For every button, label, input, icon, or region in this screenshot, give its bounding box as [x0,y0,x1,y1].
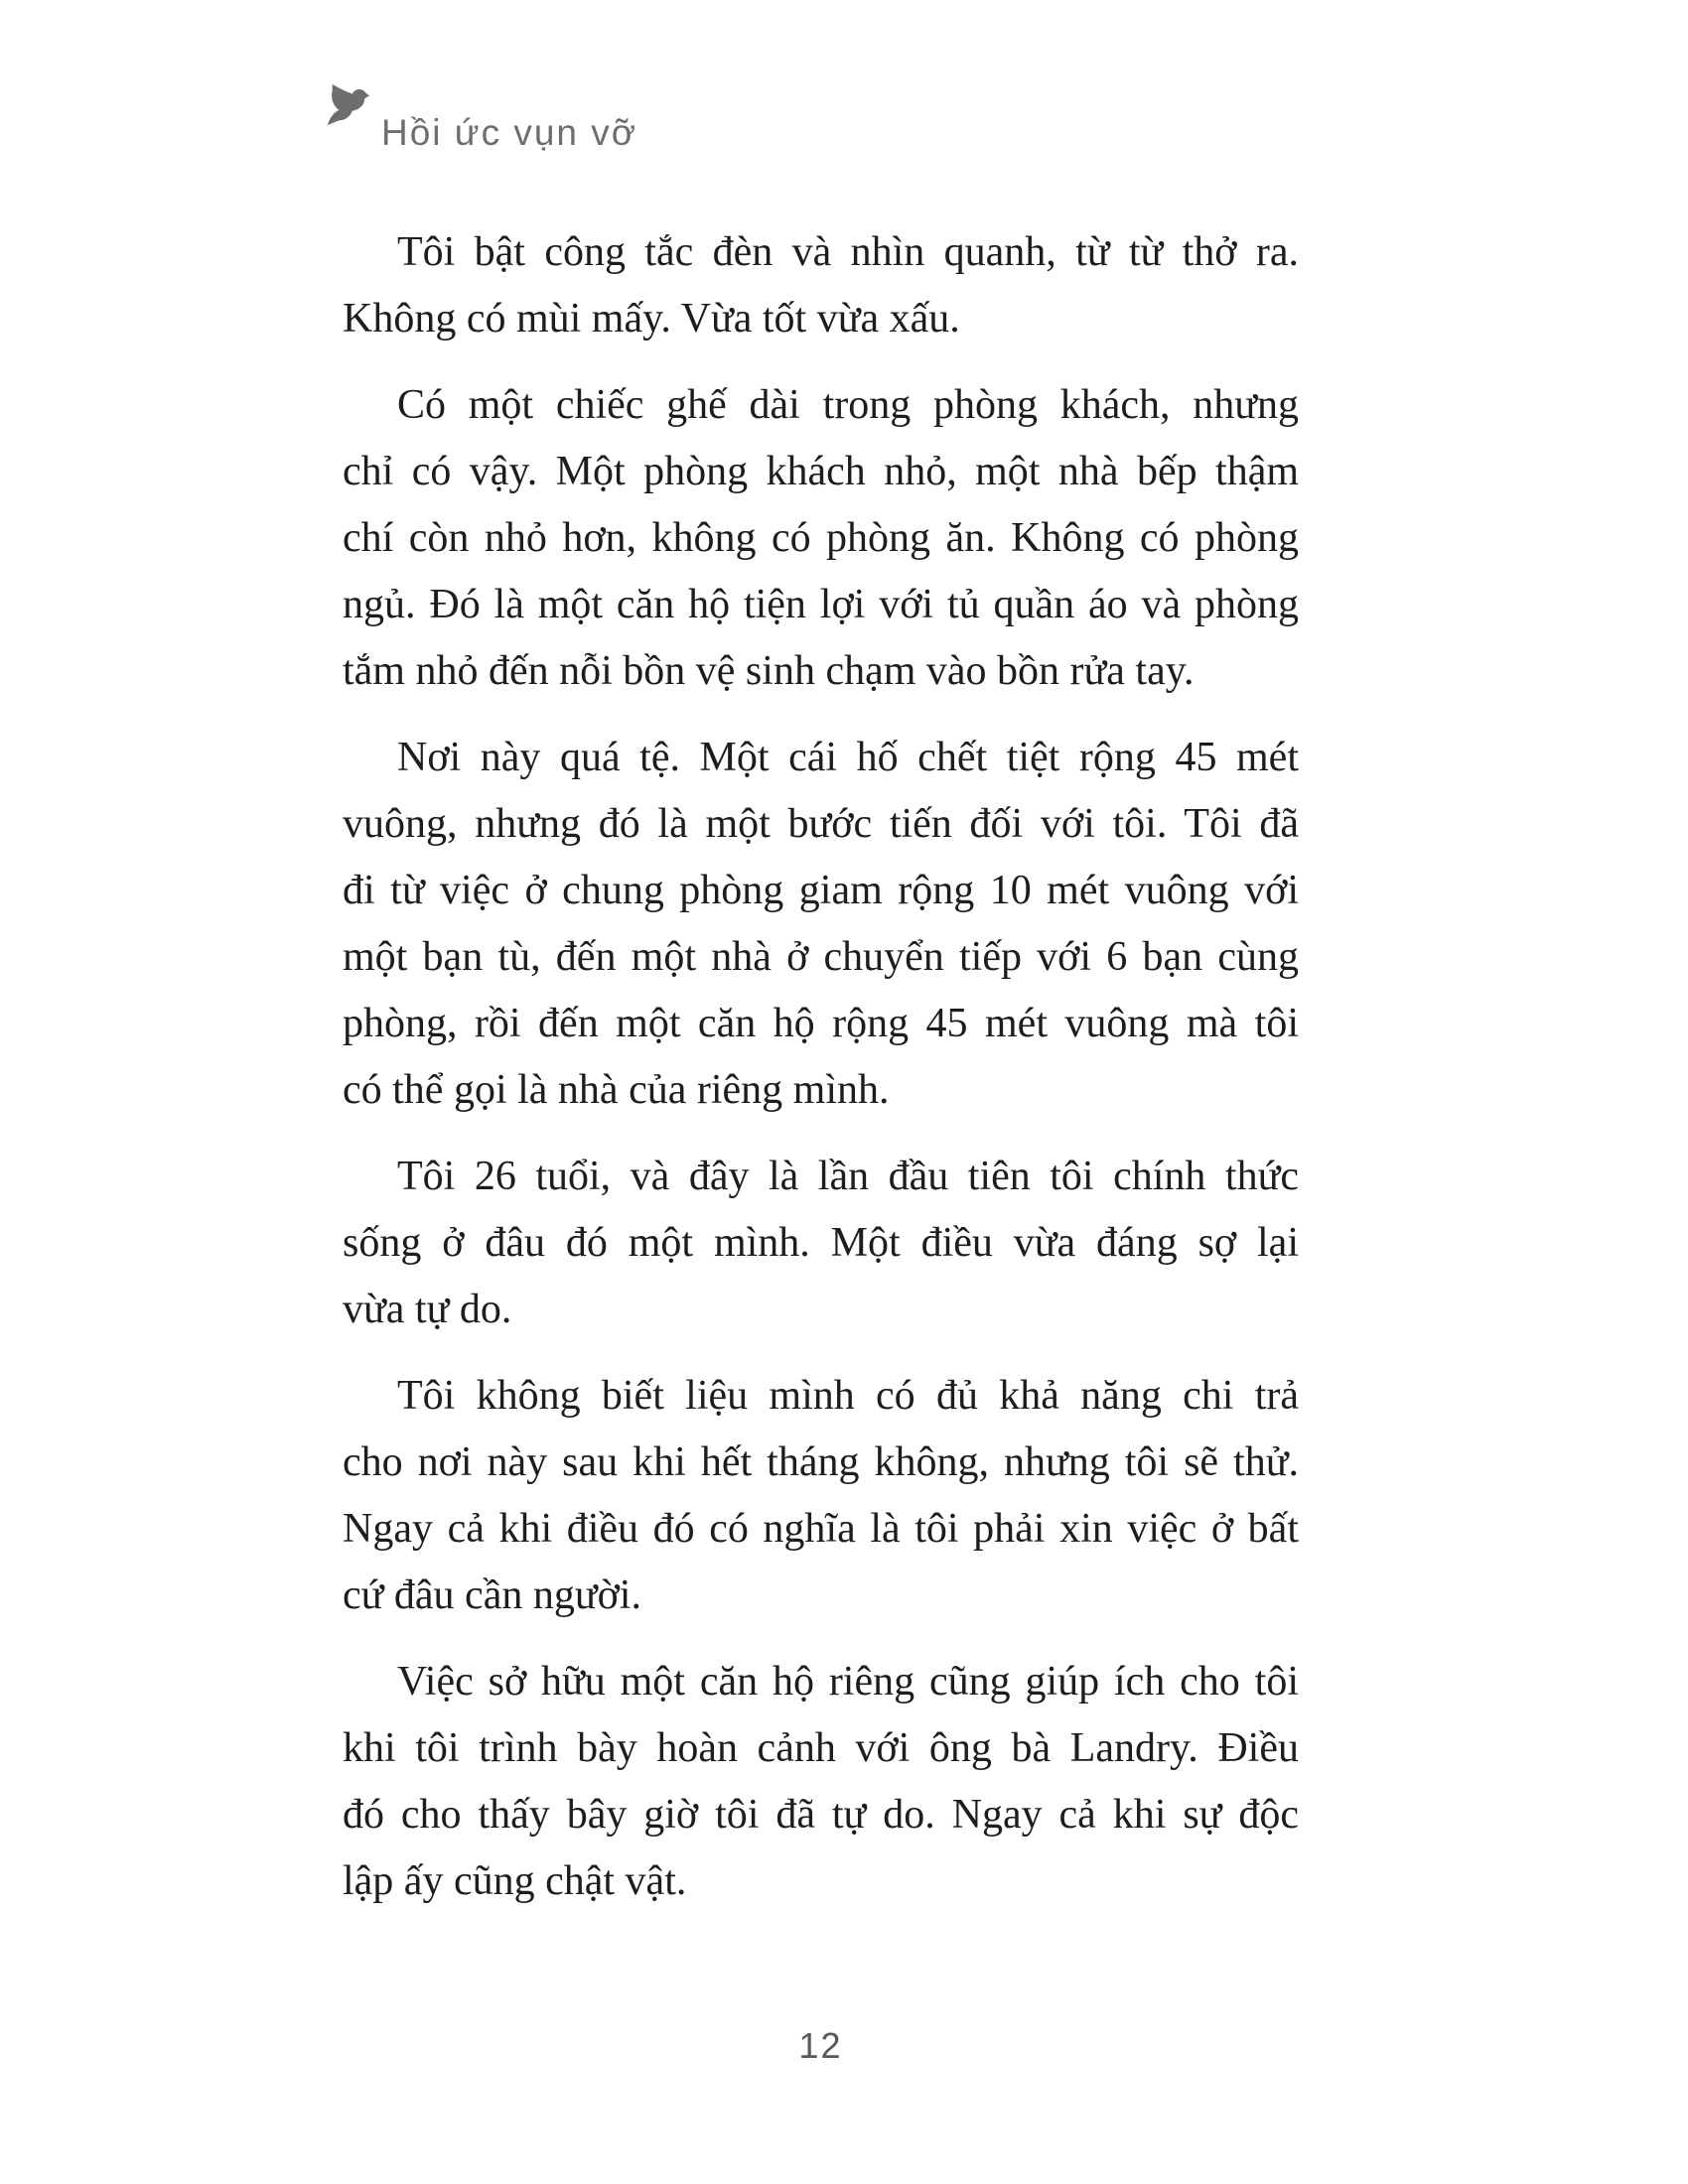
text-line: vuông, nhưng đó là một bước tiến đối với tôi. Tôi đã [343,801,1299,847]
text-line: Không có mùi mấy. Vừa tốt vừa xấu. [343,296,960,341]
text-line: Tôi 26 tuổi, và đây là lần đầu tiên tôi chính thức [397,1154,1299,1199]
text-line: lập ấy cũng chật vật. [343,1858,687,1904]
text-line: chí còn nhỏ hơn, không có phòng ăn. Không có phòng [343,515,1299,561]
text-line: Ngay cả khi điều đó có nghĩa là tôi phải xin việc ở bất [343,1506,1299,1552]
paragraph [343,219,1299,352]
text-line: sống ở đâu đó một mình. Một điều vừa đáng sợ lại [343,1220,1299,1266]
text-line: chỉ có vậy. Một phòng khách nhỏ, một nhà bếp thậm [343,449,1299,494]
text-line: cứ đâu cần người. [343,1572,641,1618]
text-line: đó cho thấy bây giờ tôi đã tự do. Ngay cả khi sự độc [343,1792,1299,1838]
text-line: cho nơi này sau khi hết tháng không, nhưng tôi sẽ thử. [343,1439,1299,1485]
text-line: phòng, rồi đến một căn hộ rộng 45 mét vuông mà tôi [343,1001,1299,1046]
paragraph [343,372,1299,705]
text-line: tắm nhỏ đến nỗi bồn vệ sinh chạm vào bồn rửa tay. [343,648,1195,694]
paragraph [343,725,1299,1124]
page-number: 12 [798,2025,843,2066]
text-line: ngủ. Đó là một căn hộ tiện lợi với tủ quần áo và phòng [343,582,1299,627]
text-line: Việc sở hữu một căn hộ riêng cũng giúp ích cho tôi [397,1659,1299,1705]
paragraph [343,1649,1299,1915]
text-line: Có một chiếc ghế dài trong phòng khách, nhưng [397,382,1299,428]
text-line: có thể gọi là nhà của riêng mình. [343,1067,890,1113]
text-line: Tôi không biết liệu mình có đủ khả năng chi trả [397,1373,1299,1419]
text-line: một bạn tù, đến một nhà ở chuyển tiếp với 6 bạn cùng [343,934,1299,980]
text-line: đi từ việc ở chung phòng giam rộng 10 mét vuông với [343,868,1299,913]
bird-icon [324,81,371,127]
page-body [343,219,1299,1935]
text-line: khi tôi trình bày hoàn cảnh với ông bà Landry. Điều [343,1725,1299,1771]
text-line: Nơi này quá tệ. Một cái hố chết tiệt rộng 45 mét [397,735,1299,780]
text-line: vừa tự do. [343,1287,512,1332]
paragraph [343,1363,1299,1629]
paragraph [343,1144,1299,1343]
text-line: Tôi bật công tắc đèn và nhìn quanh, từ từ thở ra. [397,229,1299,275]
running-head-title: Hồi ức vụn vỡ [381,112,638,153]
